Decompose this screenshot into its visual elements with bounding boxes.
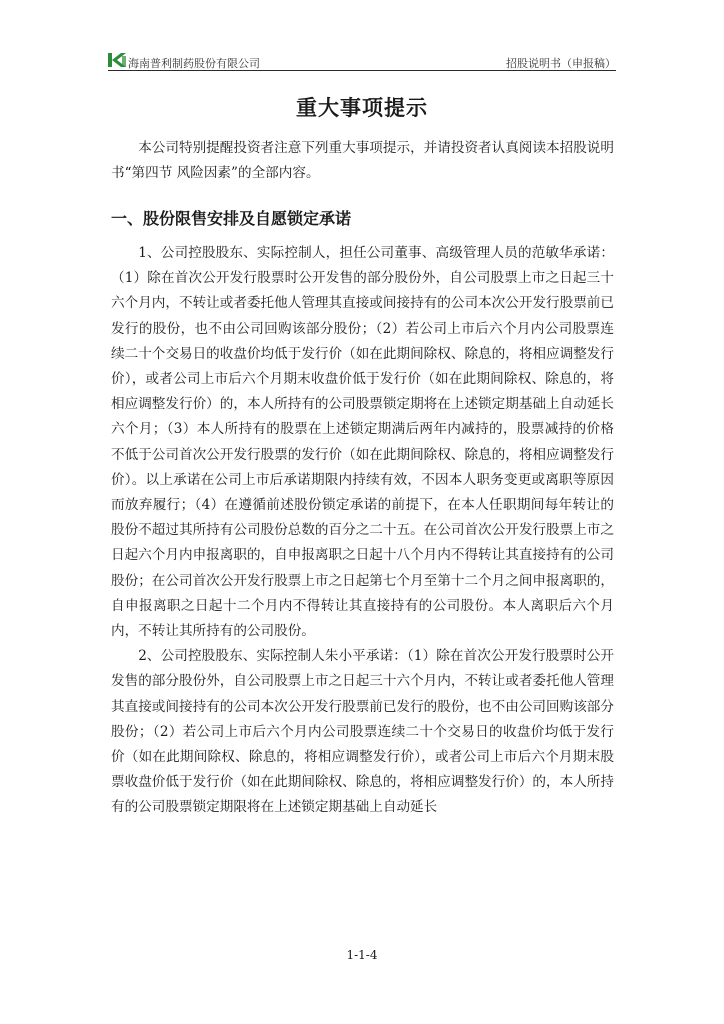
page-title: 重大事项提示 [296,96,428,120]
paragraph-1: 1、公司控股股东、实际控制人，担任公司董事、高级管理人员的范敏华承诺：（1）除在首次公开发行股票时公开发售的部分股份外，自公司股票上市之日起三十六个月内，不转让或者委托他人管理其直接或间接持有的公司本次公开发行股票前已发行的股份，也不由公司回购该部分股份；（2）若公司上市后六个月内公司股票连续二十个交易日的收盘价均低于发行价（如在此期间除权、除息的，将相应调整发行价），或者公司上市后六个月期末收盘价低于发行价（如在此期间除权、除息的，将相应调整发行价）的，本人所持有的公司股票锁定期将在上述锁定期基础上自动延长六个月；（3）本人所持有的股票在上述锁定期满后两年内减持的，股票减持的价格不低于公司首次公开发行股票的发行价（如在此期间除权、除息的，将相应调整发行价）。以上承诺在公司上市后承诺期限内持续有效，不因本人职务变更或离职等原因而放弃履行；（4）在遵循前述股份锁定承诺的前提下，在本人任职期间每年转让的股份不超过其所持有公司股份总数的百分之二十五。在公司首次公开发行股票上市之日起六个月内申报离职的，自申报离职之日起十八个月内不得转让其直接持有的公司股份；在公司首次公开发行股票上市之日起第七个月至第十二个月之间申报离职的，自申报离职之日起十二个月内不得转让其直接持有的公司股份。本人离职后六个月内，不转让其所持有的公司股份。 [111,245,614,640]
header-divider [108,70,616,71]
intro-block [111,136,614,186]
section-body [111,241,614,821]
page-number: 1-1-4 [346,948,378,962]
header-document-type: 招股说明书（申报稿） [506,57,616,70]
page-header [108,52,616,70]
section-heading: 一、股份限售安排及自愿锁定承诺 [111,209,352,228]
paragraph-2: 2、公司控股股东、实际控制人朱小平承诺：（1）除在首次公开发行股票时公开发售的部分股份外，自公司股票上市之日起三十六个月内，不转让或者委托他人管理其直接或间接持有的公司本次公开发行股票前已发行的股份，也不由公司回购该部分股份；（2）若公司上市后六个月内公司股票连续二十个交易日的收盘价均低于发行价（如在此期间除权、除息的，将相应调整发行价），或者公司上市后六个月期末股票收盘价低于发行价（如在此期间除权、除息的，将相应调整发行价）的，本人所持有的公司股票锁定期限将在上述锁定期基础上自动延长 [111,648,614,816]
header-company-name: 海南普利制药股份有限公司 [128,57,260,70]
intro-paragraph: 本公司特别提醒投资者注意下列重大事项提示，并请投资者认真阅读本招股说明书“第四节 风险因素”的全部内容。 [111,140,614,182]
company-logo-icon [108,52,130,68]
